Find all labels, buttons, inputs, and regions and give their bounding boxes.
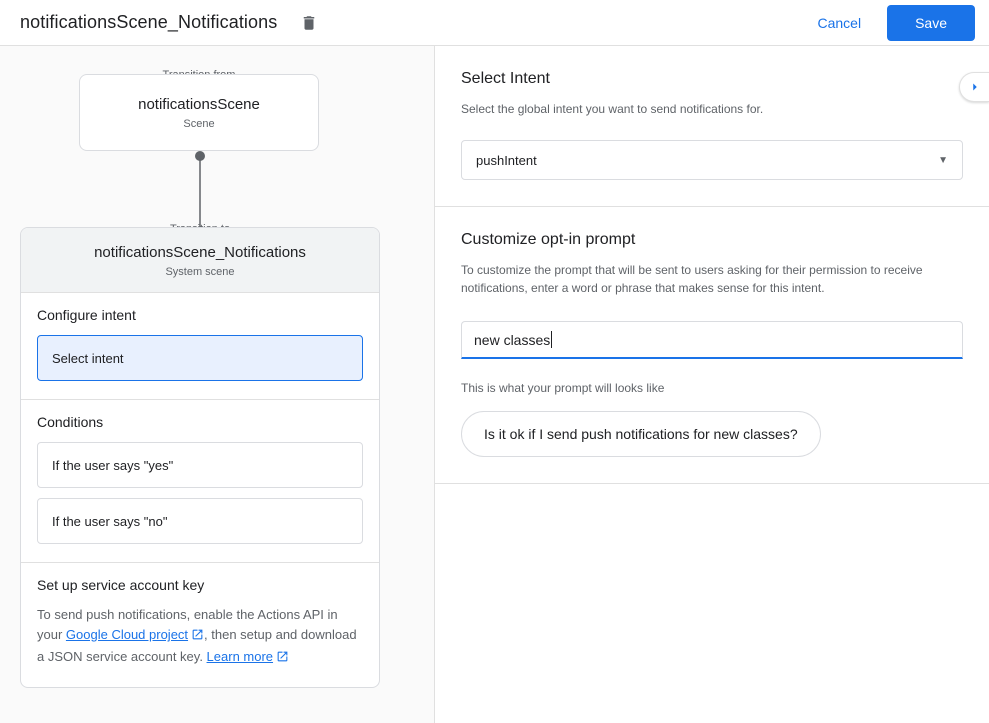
settings-pane bbox=[435, 46, 989, 723]
conditions-section bbox=[21, 400, 379, 563]
service-account-section bbox=[21, 563, 379, 687]
to-scene-header bbox=[21, 228, 379, 293]
optin-description: To customize the prompt that will be sent to users asking for their permission to receive notifications, enter a word or phrase that makes sense for this intent. bbox=[461, 263, 923, 295]
intent-select-value: pushIntent bbox=[476, 152, 537, 168]
text-cursor bbox=[551, 331, 552, 348]
conditions-title: Conditions bbox=[37, 414, 104, 430]
transition-to-card bbox=[20, 227, 380, 688]
to-scene-type: System scene bbox=[165, 266, 235, 278]
google-cloud-project-link[interactable]: Google Cloud project bbox=[65, 627, 189, 642]
delete-button[interactable] bbox=[295, 9, 323, 37]
service-account-title: Set up service account key bbox=[37, 577, 205, 593]
from-scene-name: notificationsScene bbox=[138, 95, 260, 113]
service-account-text-part1: To send push notifications, enable the Actions API in your bbox=[37, 607, 338, 642]
page-title: notificationsScene_Notifications bbox=[20, 12, 278, 32]
trash-icon bbox=[300, 14, 318, 32]
intent-select[interactable] bbox=[461, 140, 963, 180]
service-account-text-part2: , then setup and download a JSON service account key. bbox=[37, 627, 357, 664]
expand-panel-button[interactable] bbox=[959, 72, 989, 102]
select-intent-title: Select Intent bbox=[461, 70, 550, 87]
scene-graph-pane bbox=[0, 46, 435, 723]
transition-from-card[interactable] bbox=[79, 74, 319, 151]
chevron-down-icon: ▼ bbox=[938, 154, 948, 166]
select-intent-description: Select the global intent you want to send notifications for. bbox=[461, 102, 764, 116]
optin-phrase-input[interactable] bbox=[461, 321, 963, 359]
external-link-icon bbox=[276, 649, 289, 669]
optin-title: Customize opt-in prompt bbox=[461, 231, 636, 248]
condition-item[interactable]: If the user says "yes" bbox=[37, 442, 363, 488]
service-account-text bbox=[37, 605, 363, 669]
select-intent-chip[interactable]: Select intent bbox=[37, 335, 363, 381]
configure-intent-section bbox=[21, 293, 379, 400]
prompt-preview-bubble: Is it ok if I send push notifications for new classes? bbox=[461, 411, 821, 457]
main-content bbox=[0, 46, 989, 723]
configure-intent-title: Configure intent bbox=[37, 307, 136, 323]
external-link-icon bbox=[191, 627, 204, 647]
top-app-bar bbox=[0, 0, 989, 46]
optin-phrase-value: new classes bbox=[474, 331, 551, 348]
chevron-right-icon bbox=[968, 80, 982, 94]
optin-prompt-section bbox=[435, 207, 989, 484]
to-scene-name: notificationsScene_Notifications bbox=[94, 244, 306, 261]
from-scene-type: Scene bbox=[183, 117, 215, 130]
cancel-button[interactable]: Cancel bbox=[803, 7, 875, 39]
select-intent-section bbox=[435, 46, 989, 207]
save-button[interactable]: Save bbox=[887, 5, 975, 41]
learn-more-link[interactable]: Learn more bbox=[206, 649, 274, 664]
condition-item[interactable]: If the user says "no" bbox=[37, 498, 363, 544]
preview-label: This is what your prompt will looks like bbox=[461, 381, 665, 395]
